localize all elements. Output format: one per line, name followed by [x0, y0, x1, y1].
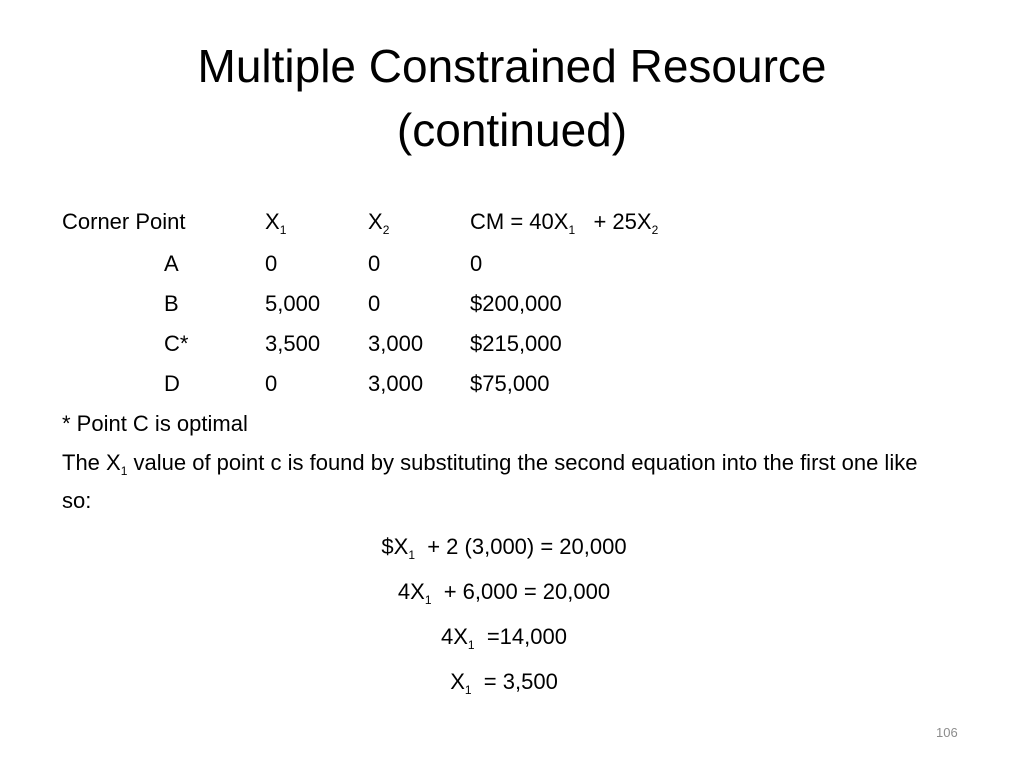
row-x2: 0	[368, 251, 381, 276]
optimal-note: * Point C is optimal	[62, 411, 248, 436]
corner-point-table	[62, 200, 770, 404]
row-x1: 5,000	[265, 291, 321, 316]
equation-post: + 6,000 = 20,000	[431, 579, 611, 604]
header-x1-main: X	[265, 209, 280, 234]
row-x1: 0	[265, 251, 278, 276]
row-x1: 3,500	[265, 331, 321, 356]
table-row	[62, 244, 770, 284]
header-x2	[368, 200, 470, 244]
row-x1: 0	[265, 371, 278, 396]
equation-pre: 4X	[441, 624, 468, 649]
header-cm-sub1: 1	[568, 223, 576, 237]
title-line-2: (continued)	[396, 104, 628, 156]
header-x2-sub: 2	[382, 223, 390, 237]
equation-line	[52, 569, 956, 614]
header-cm-part2: + 25X	[575, 209, 652, 234]
row-x2: 0	[368, 291, 381, 316]
equation-post: = 3,500	[471, 669, 558, 694]
slide-title	[60, 34, 964, 162]
equation-line	[52, 614, 956, 659]
equation-line	[52, 524, 956, 569]
page-number: 106	[936, 725, 958, 740]
row-point: D	[164, 371, 180, 396]
equation-sub: 1	[467, 638, 475, 652]
row-cm: $75,000	[470, 371, 550, 396]
explanation-sub: 1	[120, 464, 128, 478]
header-corner-point: Corner Point	[62, 209, 186, 234]
header-cm-part1: CM = 40X	[470, 209, 569, 234]
row-point: A	[164, 251, 179, 276]
explanation-part2: value of point c is found by substituting the second equation into the first one like so:	[62, 450, 918, 513]
equation-post: =14,000	[474, 624, 567, 649]
row-cm: 0	[470, 251, 483, 276]
row-cm: $200,000	[470, 291, 562, 316]
equation-sub: 1	[424, 593, 432, 607]
equation-sub: 1	[408, 548, 415, 562]
title-line-1: Multiple Constrained Resource	[197, 40, 827, 92]
equation-pre: 4X	[397, 579, 425, 604]
header-cm	[470, 200, 770, 244]
table-row	[62, 364, 770, 404]
equation-pre: X	[450, 669, 465, 694]
row-x2: 3,000	[368, 371, 424, 396]
equation-post: + 2 (3,000) = 20,000	[415, 534, 627, 559]
header-cm-sub2: 2	[651, 223, 659, 237]
row-point: C*	[164, 331, 189, 356]
header-x1-sub: 1	[279, 223, 287, 237]
table-row	[62, 324, 770, 364]
slide-content	[62, 200, 962, 704]
equation-line	[52, 659, 956, 704]
table-row	[62, 284, 770, 324]
equation-pre: $X	[381, 534, 409, 559]
row-point: B	[164, 291, 179, 316]
row-x2: 3,000	[368, 331, 424, 356]
equations	[52, 524, 956, 704]
explanation-part1: The X	[62, 450, 121, 475]
explanation-text	[62, 444, 952, 520]
equation-sub: 1	[464, 683, 472, 697]
header-x2-main: X	[368, 209, 383, 234]
row-cm: $215,000	[470, 331, 562, 356]
table-header-row	[62, 200, 770, 244]
header-x1	[265, 200, 368, 244]
